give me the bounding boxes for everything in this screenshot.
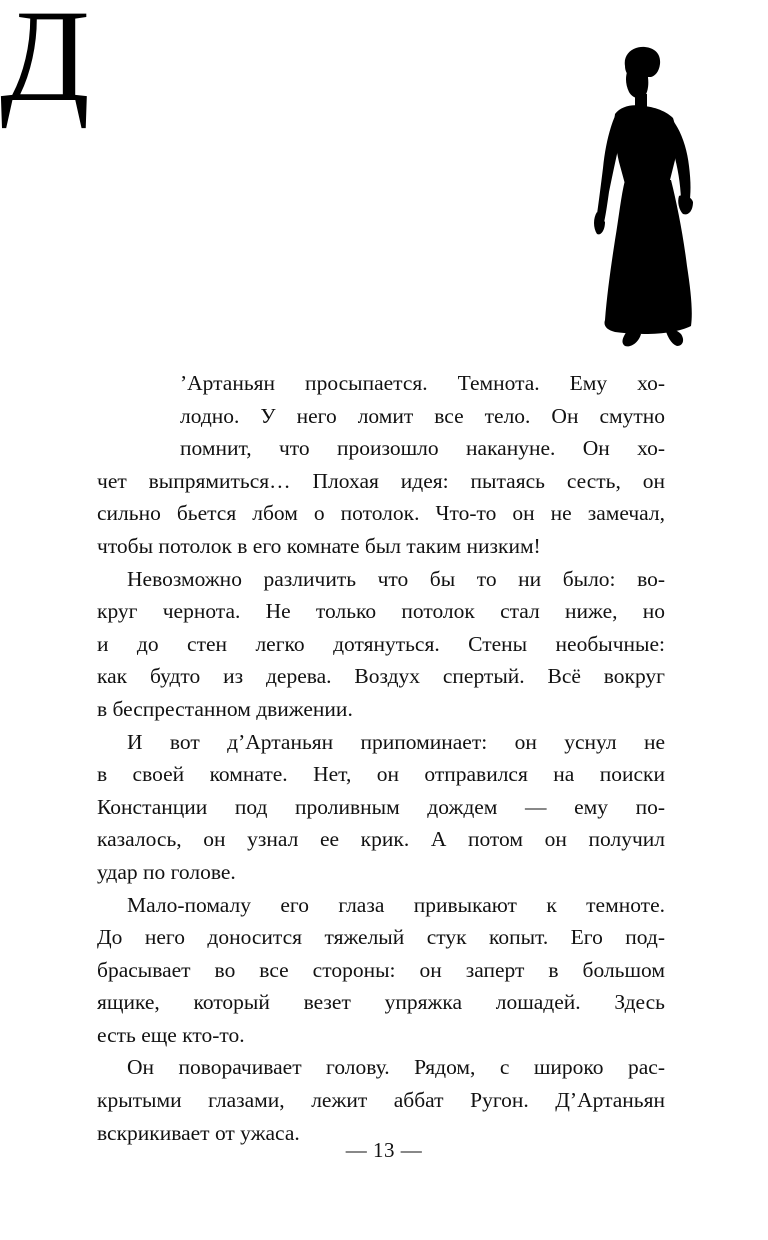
woman-silhouette-illustration <box>585 44 705 356</box>
text-line: в своей комнате. Нет, он отправился на поиски <box>97 762 665 787</box>
text-line: брасывает во все стороны: он заперт в большом <box>97 957 665 982</box>
chapter-text <box>97 367 665 1149</box>
text-line: сильно бьется лбом о потолок. Что-то он не замечал, <box>97 501 665 526</box>
text-line: ’Артаньян просыпается. Темнота. Ему хо- <box>180 371 665 395</box>
text-line: Он поворачивает голову. Рядом, с широко рас- <box>127 1055 665 1080</box>
text-line: удар по голове. <box>97 859 236 884</box>
text-line: помнит, что произошло накануне. Он хо- <box>180 436 665 461</box>
text-line: И вот д’Артаньян припоминает: он уснул не <box>127 729 665 754</box>
drop-cap-letter: Д <box>0 0 91 129</box>
text-line: крытыми глазами, лежит аббат Ругон. Д’Артаньян <box>97 1088 665 1113</box>
text-line: как будто из дерева. Воздух спертый. Всё вокруг <box>97 664 665 689</box>
text-line: вскрикивает от ужаса. <box>97 1120 300 1145</box>
text-line: До него доносится тяжелый стук копыт. Его под- <box>97 925 665 950</box>
text-line: чет выпрямиться… Плохая идея: пытаясь сесть, он <box>97 468 665 493</box>
text-line: Мало-помалу его глаза привыкают к темноте. <box>127 892 665 917</box>
text-line: Невозможно различить что бы то ни было: во- <box>127 566 665 591</box>
text-line: Констанции под проливным дождем — ему по- <box>97 794 665 819</box>
text-line: лодно. У него ломит все тело. Он смутно <box>180 403 665 428</box>
text-line: круг чернота. Не только потолок стал ниже, но <box>97 599 665 624</box>
text-line: чтобы потолок в его комнате был таким низким! <box>97 533 541 558</box>
text-line: казалось, он узнал ее крик. А потом он получил <box>97 827 665 852</box>
text-line: в беспрестанном движении. <box>97 696 353 721</box>
text-line: есть еще кто-то. <box>97 1022 245 1047</box>
text-line: и до стен легко дотянуться. Стены необычные: <box>97 631 665 656</box>
page-number: — 13 — <box>345 1138 423 1162</box>
text-line: ящике, который везет упряжка лошадей. Здесь <box>97 990 665 1015</box>
